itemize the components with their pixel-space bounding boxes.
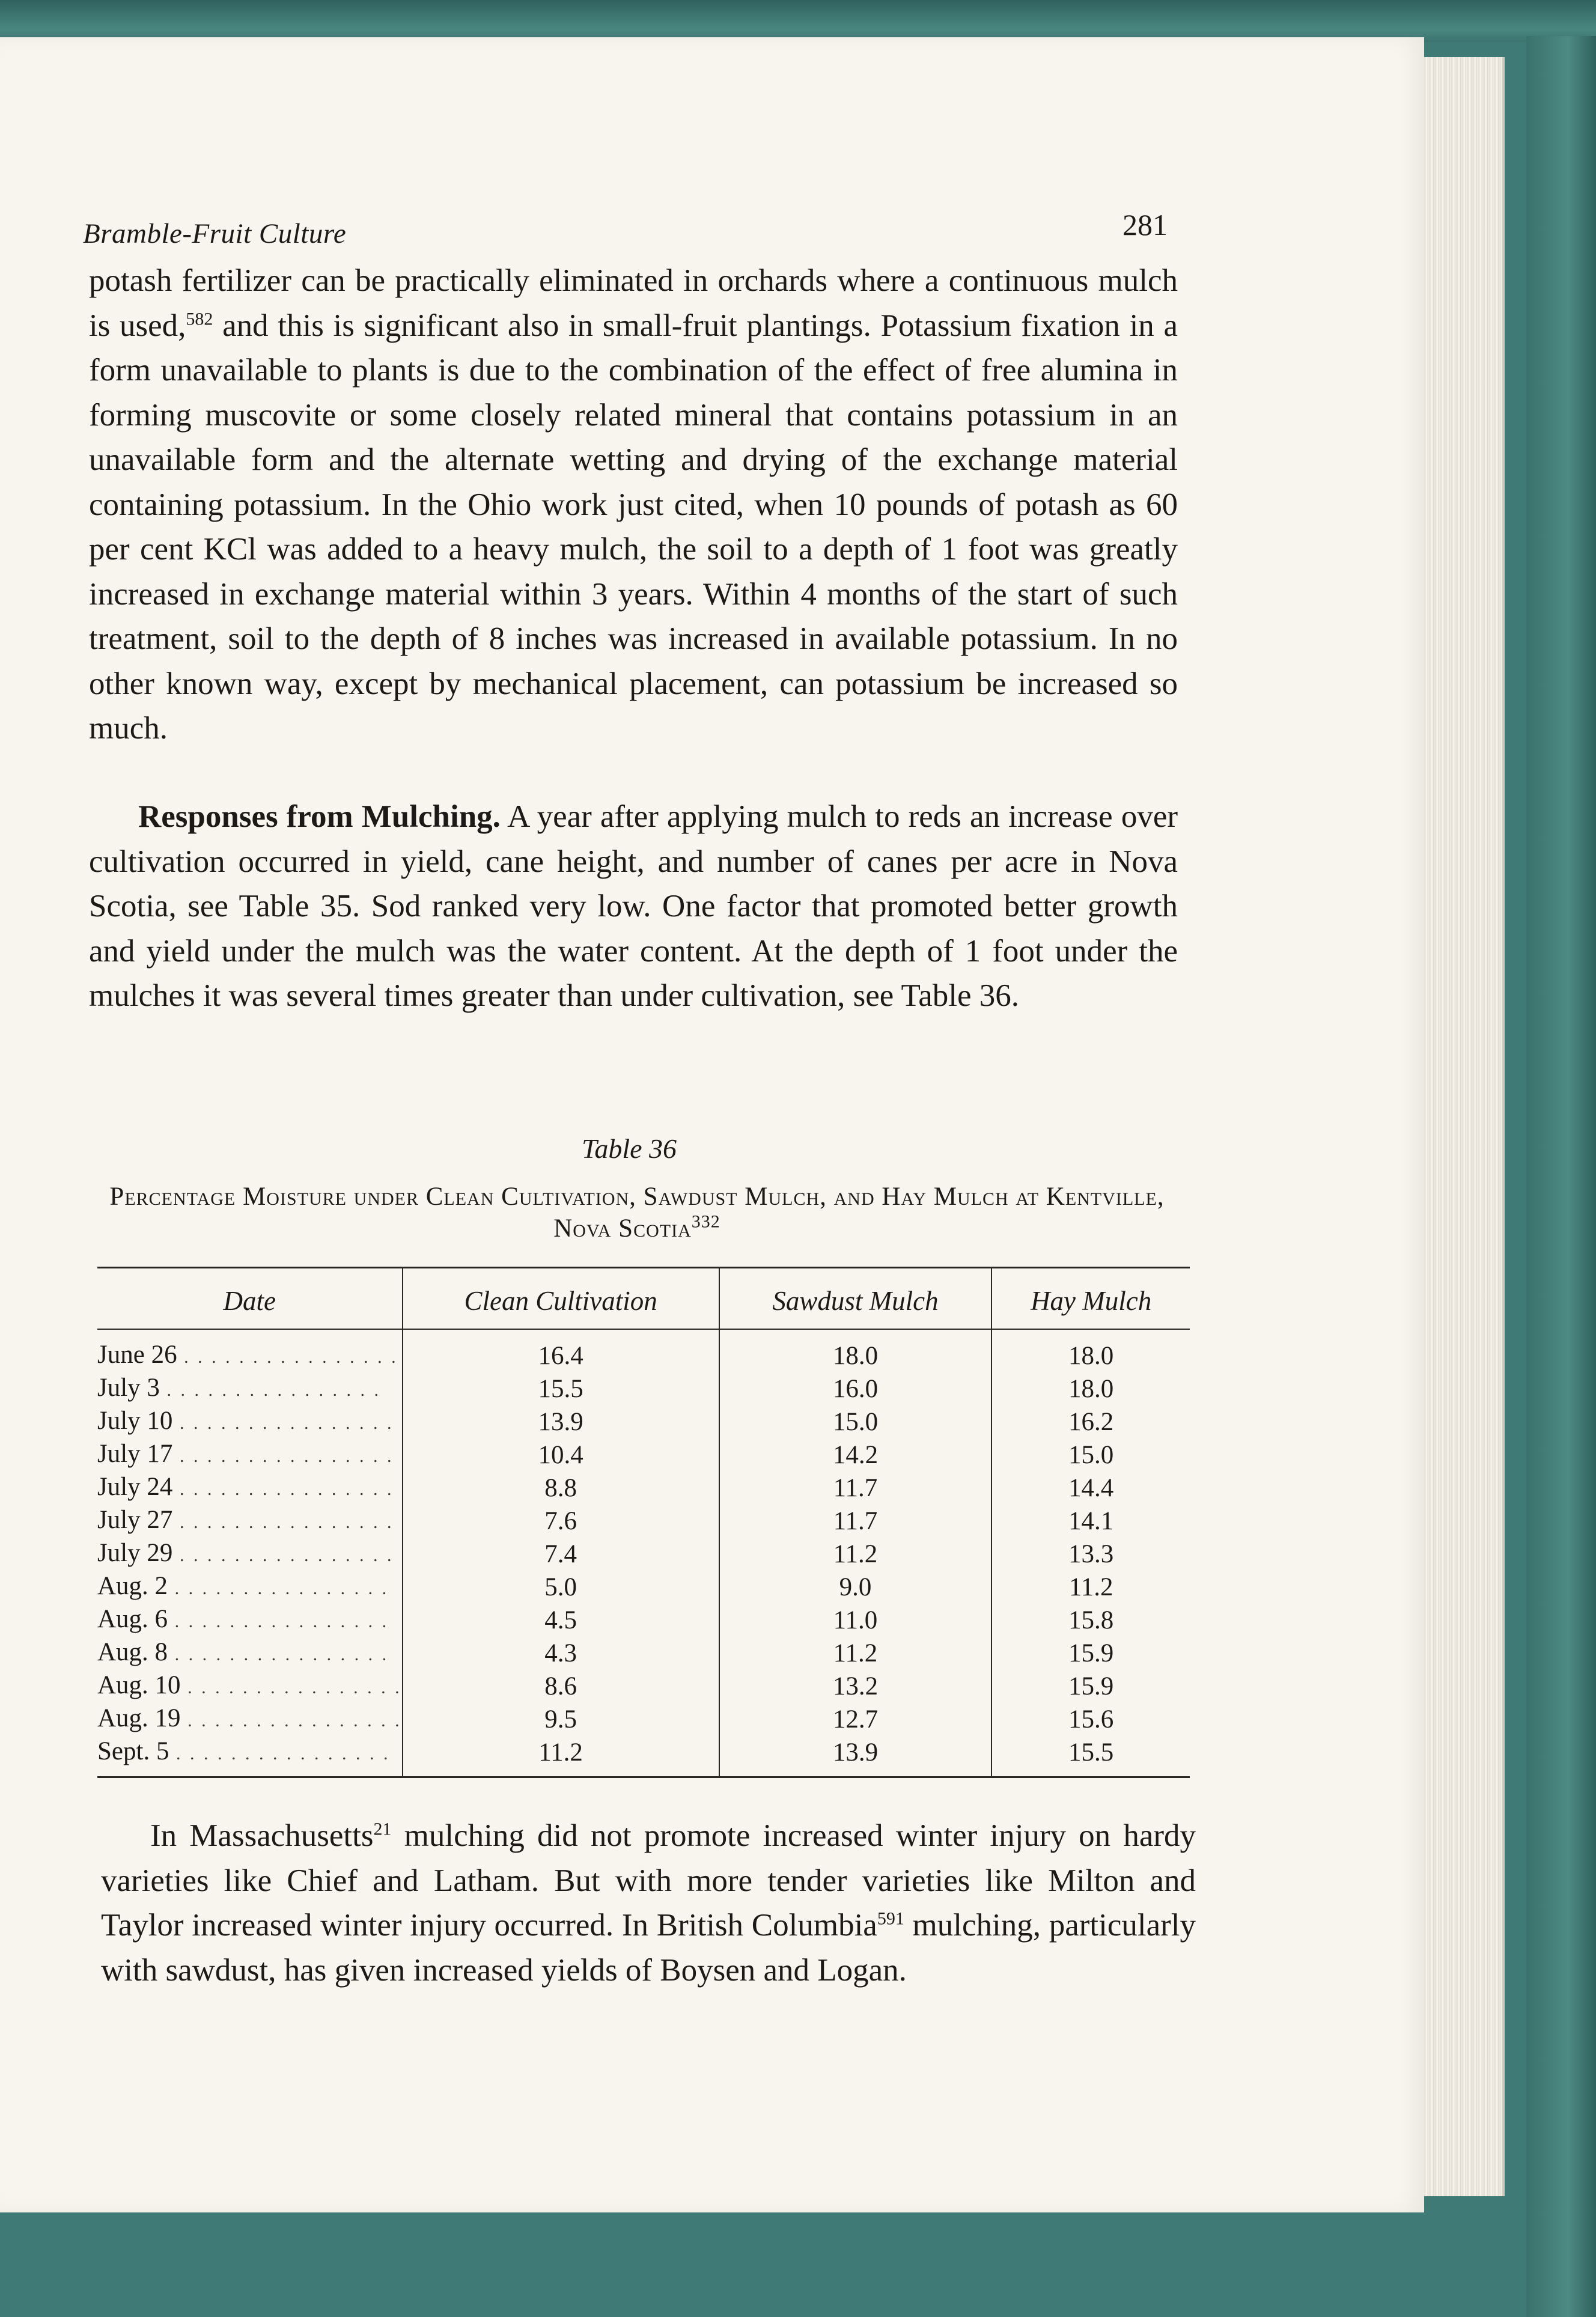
table-cell-date: July 10 . . . <box>97 1405 403 1439</box>
moisture-table <box>97 1267 1190 1778</box>
table-cell-value: 7.4 <box>403 1538 719 1571</box>
paragraph-text: A year after applying mulch to reds an increase over cultivation occurred in yield, cane height, and number of canes per acre in Nova Scotia, see Table 35. Sod ranked very low. One factor that promoted better growth and yield under the mulch was the water content. At the depth of 1 foot under the mulches it was several times greater than under cultivation, see Table 36. <box>89 799 1178 1013</box>
table-cell-value: 18.0 <box>991 1329 1190 1372</box>
book-cover-right <box>1526 36 1596 2317</box>
table-cell-value: 13.2 <box>719 1670 992 1703</box>
table-row <box>97 1604 1190 1637</box>
table-cell-value: 16.2 <box>991 1405 1190 1439</box>
table-cell-value: 11.0 <box>719 1604 992 1637</box>
table-cell-value: 14.4 <box>991 1472 1190 1505</box>
reference-superscript: 582 <box>186 308 213 329</box>
table-row <box>97 1670 1190 1703</box>
table-header-row <box>97 1268 1190 1330</box>
table-cell-date: Aug. 2 . . . <box>97 1571 403 1604</box>
table-cell-date: June 26 . . . <box>97 1329 403 1372</box>
table-cell-value: 8.8 <box>403 1472 719 1505</box>
table-cell-value: 16.4 <box>403 1329 719 1372</box>
table-cell-value: 13.9 <box>403 1405 719 1439</box>
table-cell-date: July 29 . . . <box>97 1538 403 1571</box>
table-cell-date: Sept. 5 . . . <box>97 1736 403 1777</box>
table-cell-value: 15.5 <box>991 1736 1190 1777</box>
table-cell-date: July 17 . . . <box>97 1439 403 1472</box>
table-cell-value: 5.0 <box>403 1571 719 1604</box>
paragraph-text: mulching, particularly with sawdust, has given increased yields of Boysen and Logan. <box>101 1908 1196 1988</box>
table-cell-value: 11.7 <box>719 1505 992 1538</box>
table-cell-date: Aug. 10 . . . <box>97 1670 403 1703</box>
table-caption <box>96 1181 1178 1244</box>
table-cell-value: 11.2 <box>991 1571 1190 1604</box>
table-cell-date: Aug. 8 . . . <box>97 1637 403 1670</box>
table-cell-value: 9.5 <box>403 1703 719 1736</box>
table-cell-value: 7.6 <box>403 1505 719 1538</box>
table-row <box>97 1736 1190 1777</box>
table-cell-value: 18.0 <box>719 1329 992 1372</box>
paragraph-text: and this is significant also in small-fruit plantings. Potassium fixation in a form unavailable to plants is due to the combination of the effect of free alumina in forming muscovite or some closely related mineral that contains potassium in an unavailable form and the alternate wetting and drying of the exchange material containing potassium. In the Ohio work just cited, when 10 pounds of potash as 60 per cent KCl was added to a heavy mulch, the soil to a depth of 1 foot was greatly increased in exchange material within 3 years. Within 4 months of the start of such treatment, soil to the depth of 8 inches was increased in available potassium. In no other known way, except by mechanical placement, can potassium be increased so much. <box>89 308 1178 746</box>
table-row <box>97 1571 1190 1604</box>
table-caption-text: Percentage Moisture under Clean Cultivation, Sawdust Mulch, and Hay Mulch at Kentville, Nova Scotia <box>109 1183 1165 1243</box>
table-cell-value: 15.9 <box>991 1670 1190 1703</box>
table-cell-value: 10.4 <box>403 1439 719 1472</box>
table-cell-value: 8.6 <box>403 1670 719 1703</box>
section-heading: Responses from Mulching. <box>138 799 501 834</box>
table-cell-value: 15.0 <box>719 1405 992 1439</box>
table-cell-value: 15.5 <box>403 1372 719 1405</box>
reference-superscript: 591 <box>877 1908 904 1929</box>
paragraph-text: potash fertilizer can be practically eliminated in orchards where a continuous mulch is used, <box>89 263 1178 343</box>
reference-superscript: 332 <box>691 1211 720 1232</box>
table-label: Table 36 <box>582 1133 677 1164</box>
table-cell-value: 11.2 <box>403 1736 719 1777</box>
table-cell-value: 15.6 <box>991 1703 1190 1736</box>
table-cell-date: July 24 . . . <box>97 1472 403 1505</box>
running-head: Bramble-Fruit Culture <box>83 218 347 249</box>
table-row <box>97 1703 1190 1736</box>
reference-superscript: 21 <box>373 1819 392 1839</box>
table-cell-value: 11.2 <box>719 1538 992 1571</box>
table-row <box>97 1439 1190 1472</box>
table-cell-value: 16.0 <box>719 1372 992 1405</box>
table-row <box>97 1538 1190 1571</box>
paragraph-text: mulching did not promote increased winter injury on hardy varieties like Chief and Latham. But with more tender varieties like Milton and Taylor increased winter injury occurred. In British Columbia <box>101 1818 1196 1943</box>
table-row <box>97 1329 1190 1372</box>
table-row <box>97 1505 1190 1538</box>
table-cell-date: Aug. 19 . . . <box>97 1703 403 1736</box>
table-cell-value: 13.3 <box>991 1538 1190 1571</box>
table-cell-date: July 3 . . . <box>97 1372 403 1405</box>
paragraph-potash <box>89 258 1178 751</box>
table-row <box>97 1472 1190 1505</box>
page-number: 281 <box>1122 208 1168 242</box>
table-cell-value: 11.7 <box>719 1472 992 1505</box>
table-cell-value: 4.5 <box>403 1604 719 1637</box>
column-header-sawdust-mulch: Sawdust Mulch <box>719 1268 992 1330</box>
table-cell-value: 11.2 <box>719 1637 992 1670</box>
paragraph-text: In Massachusetts <box>150 1818 374 1853</box>
table-cell-value: 15.8 <box>991 1604 1190 1637</box>
table-cell-value: 15.0 <box>991 1439 1190 1472</box>
paragraph-winter-injury <box>101 1813 1196 1993</box>
column-header-clean-cultivation: Clean Cultivation <box>403 1268 719 1330</box>
table-row <box>97 1372 1190 1405</box>
table-row <box>97 1405 1190 1439</box>
page-edges <box>1412 57 1505 2196</box>
table-cell-value: 9.0 <box>719 1571 992 1604</box>
table-cell-value: 15.9 <box>991 1637 1190 1670</box>
column-header-date: Date <box>97 1268 403 1330</box>
table-cell-value: 14.1 <box>991 1505 1190 1538</box>
table-row <box>97 1637 1190 1670</box>
table-cell-date: Aug. 6 . . . <box>97 1604 403 1637</box>
table-cell-date: July 27 . . . <box>97 1505 403 1538</box>
book-cover-top <box>0 0 1596 42</box>
paragraph-mulching-responses <box>89 794 1178 1018</box>
table-cell-value: 18.0 <box>991 1372 1190 1405</box>
table-cell-value: 13.9 <box>719 1736 992 1777</box>
table-cell-value: 4.3 <box>403 1637 719 1670</box>
table-cell-value: 12.7 <box>719 1703 992 1736</box>
table-cell-value: 14.2 <box>719 1439 992 1472</box>
column-header-hay-mulch: Hay Mulch <box>991 1268 1190 1330</box>
